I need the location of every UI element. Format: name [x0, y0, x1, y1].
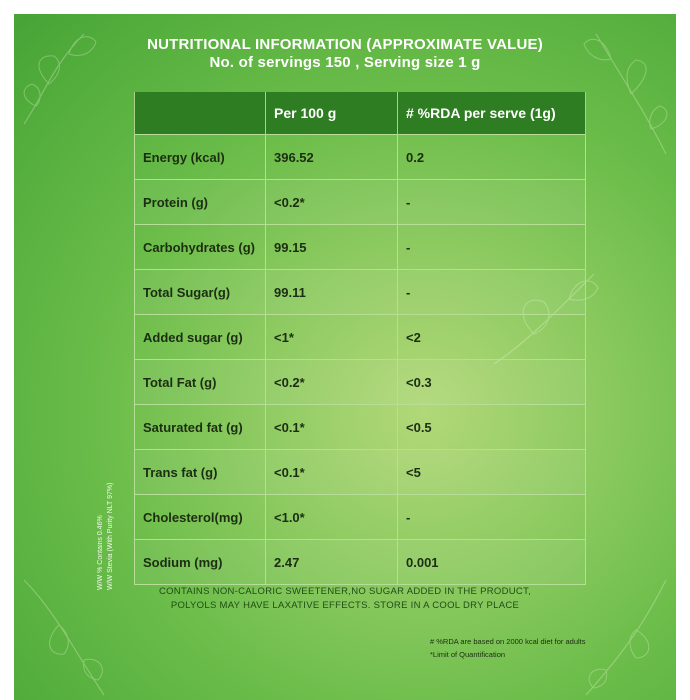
table-row	[135, 450, 586, 495]
table-row	[135, 135, 586, 180]
table-row	[135, 495, 586, 540]
nutrient-per100: <0.1*	[266, 450, 398, 495]
nutrient-rda: -	[398, 495, 586, 540]
nutrient-name: Cholesterol(mg)	[135, 495, 266, 540]
nutrient-per100: <1*	[266, 315, 398, 360]
table-row	[135, 540, 586, 585]
nutrient-name: Protein (g)	[135, 180, 266, 225]
nutrient-rda: <0.5	[398, 405, 586, 450]
nutrient-rda: <5	[398, 450, 586, 495]
nutrition-table	[134, 92, 586, 585]
nutrient-per100: 396.52	[266, 135, 398, 180]
table-row	[135, 405, 586, 450]
table-row	[135, 315, 586, 360]
nutrient-name: Energy (kcal)	[135, 135, 266, 180]
table-row	[135, 360, 586, 405]
nutrient-name: Sodium (mg)	[135, 540, 266, 585]
servings-subtitle: No. of servings 150 , Serving size 1 g	[209, 54, 481, 71]
nutrient-name: Total Fat (g)	[135, 360, 266, 405]
nutrient-per100: <0.2*	[266, 360, 398, 405]
nutrient-rda: 0.001	[398, 540, 586, 585]
table-row	[135, 180, 586, 225]
nutrient-rda: -	[398, 270, 586, 315]
leaf-decoration-icon	[14, 14, 124, 134]
nutrient-per100: 99.11	[266, 270, 398, 315]
stevia-content-note	[96, 483, 116, 590]
nutrient-name: Saturated fat (g)	[135, 405, 266, 450]
nutrient-per100: 99.15	[266, 225, 398, 270]
side-note-line: W/W % Contains 0.46%	[97, 515, 104, 590]
nutrient-rda: <0.3	[398, 360, 586, 405]
nutrient-name: Trans fat (g)	[135, 450, 266, 495]
nutrient-rda: -	[398, 180, 586, 225]
side-note-line: W/W Stevia (With Purity NLT 97%)	[107, 482, 114, 590]
loq-footnote: *Limit of Quantification	[430, 650, 506, 659]
nutrient-rda: -	[398, 225, 586, 270]
header-rda: # %RDA per serve (1g)	[398, 92, 586, 135]
table-row	[135, 225, 586, 270]
nutrient-rda: 0.2	[398, 135, 586, 180]
nutrient-name: Added sugar (g)	[135, 315, 266, 360]
nutrient-per100: <0.2*	[266, 180, 398, 225]
table-row	[135, 270, 586, 315]
nutrient-name: Total Sugar(g)	[135, 270, 266, 315]
header-nutrient	[135, 92, 266, 135]
warning-text: POLYOLS MAY HAVE LAXATIVE EFFECTS. STORE IN A COOL DRY PLACE	[170, 600, 520, 611]
nutrient-per100: <1.0*	[266, 495, 398, 540]
nutrient-per100: <0.1*	[266, 405, 398, 450]
warning-text: CONTAINS NON-CALORIC SWEETENER,NO SUGAR ADDED IN THE PRODUCT,	[158, 586, 532, 597]
page-title: NUTRITIONAL INFORMATION (APPROXIMATE VALUE)	[147, 36, 543, 53]
table-header-row	[135, 92, 586, 135]
nutrient-rda: <2	[398, 315, 586, 360]
rda-footnote: # %RDA are based on 2000 kcal diet for adults	[430, 637, 586, 646]
nutrient-per100: 2.47	[266, 540, 398, 585]
header-per-100g: Per 100 g	[266, 92, 398, 135]
nutrient-name: Carbohydrates (g)	[135, 225, 266, 270]
